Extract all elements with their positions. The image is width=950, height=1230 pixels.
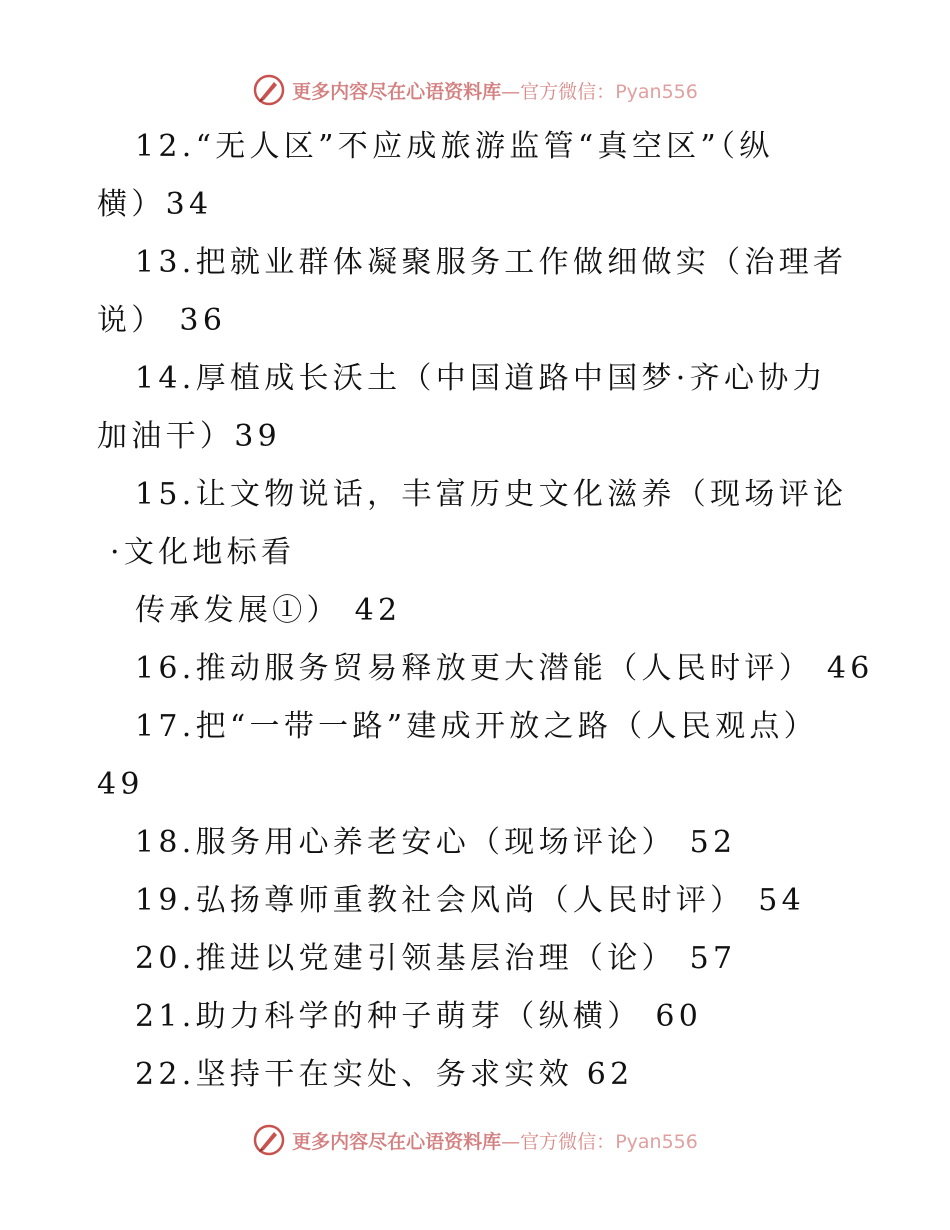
toc-line: 18.服务用心养老安心（现场评论） 52 xyxy=(135,825,737,860)
toc-line: 14.厚植成长沃土（中国道路中国梦·齐心协力 xyxy=(135,361,827,396)
pen-logo-icon xyxy=(252,73,286,107)
header-wechat-label: 官方微信： xyxy=(520,80,616,103)
pen-logo-icon xyxy=(252,1123,286,1157)
toc-line: 15.让文物说话，丰富历史文化滋养（现场评论 xyxy=(135,477,848,512)
toc-line: 21.助力科学的种子萌芽（纵横） 60 xyxy=(135,999,703,1034)
toc-line: ·文化地标看 xyxy=(110,535,296,570)
header-wechat-id: Pyan556 xyxy=(615,80,698,103)
footer-wechat-id: Pyan556 xyxy=(615,1130,698,1153)
toc-line: 19.弘扬尊师重教社会风尚（人民时评） 54 xyxy=(135,883,806,918)
footer-banner xyxy=(0,1120,950,1160)
footer-dash: — xyxy=(501,1130,521,1153)
footer-banner-content xyxy=(252,1123,698,1157)
footer-banner-text xyxy=(292,1127,698,1154)
toc-line: 16.推动服务贸易释放更大潜能（人民时评） 46 xyxy=(135,651,874,686)
header-dash: — xyxy=(501,80,521,103)
toc-line: 22.坚持干在实处、务求实效 62 xyxy=(135,1057,634,1092)
toc-line: 12.“无人区”不应成旅游监管“真空区”（纵 xyxy=(135,129,774,164)
toc-line: 20.推进以党建引领基层治理（论） 57 xyxy=(135,941,737,976)
footer-site-text: 更多内容尽在心语资料库 xyxy=(292,1130,502,1153)
toc-line: 传承发展①） 42 xyxy=(135,593,402,628)
footer-wechat-label: 官方微信： xyxy=(520,1130,616,1153)
toc-line: 加油干）39 xyxy=(97,419,281,454)
toc-line: 横）34 xyxy=(97,187,213,222)
header-banner-text xyxy=(292,77,698,104)
toc-line: 17.把“一带一路”建成开放之路（人民观点） xyxy=(135,709,818,744)
toc-line: 13.把就业群体凝聚服务工作做细做实（治理者 xyxy=(135,245,848,280)
toc-line: 说） 36 xyxy=(97,303,227,338)
header-banner xyxy=(0,70,950,110)
toc-line: 49 xyxy=(97,767,144,802)
header-banner-content xyxy=(252,73,698,107)
header-site-text: 更多内容尽在心语资料库 xyxy=(292,80,502,103)
